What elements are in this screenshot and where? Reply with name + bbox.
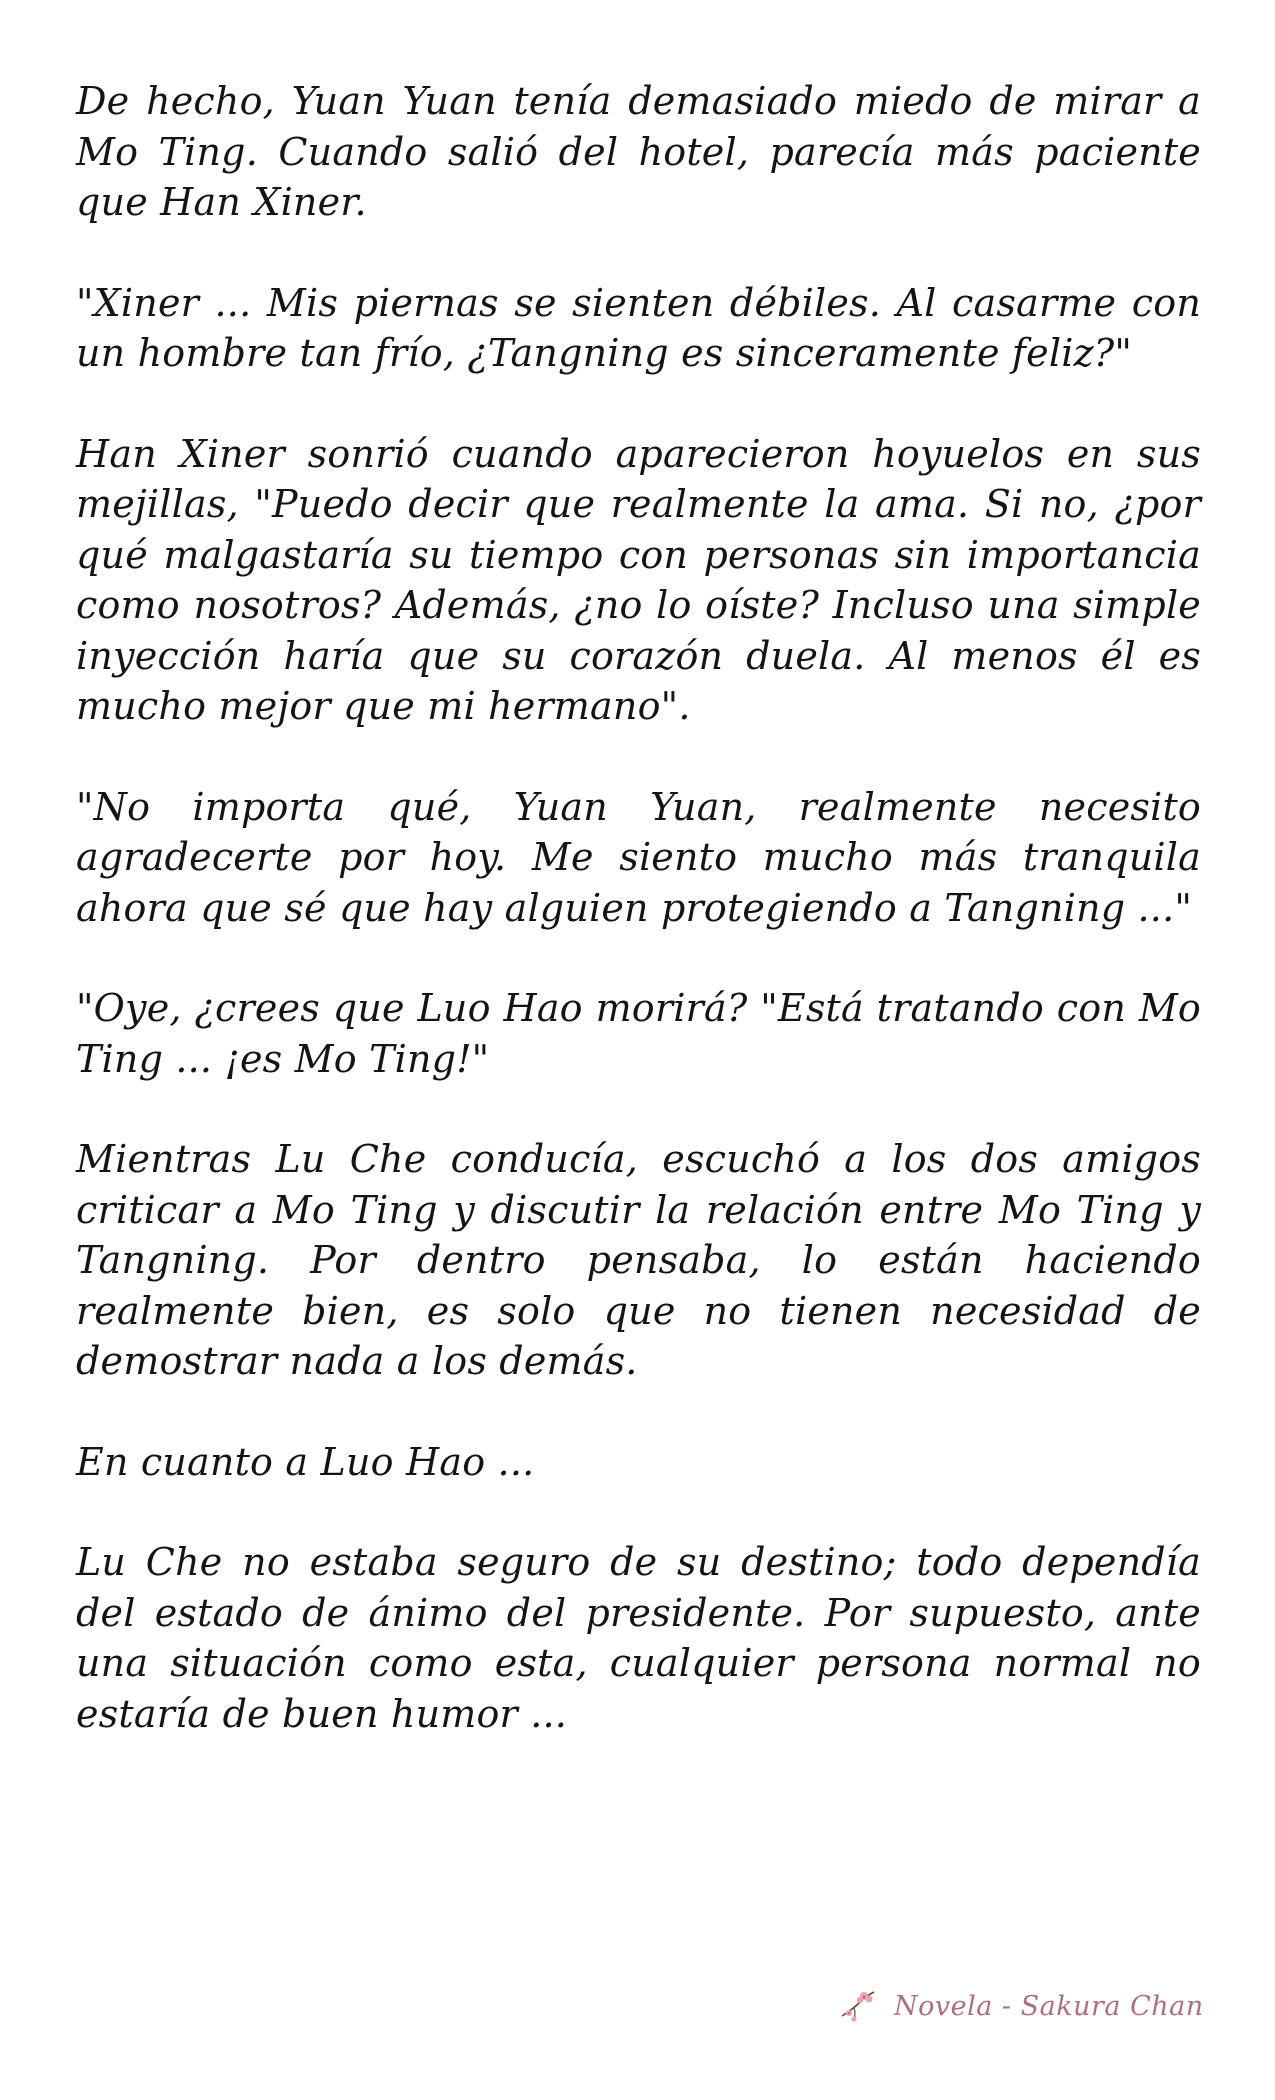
paragraph-6: Mientras Lu Che conducía, escuchó a los dos amigos criticar a Mo Ting y discutir la relación entre Mo Ting y Tangning. Por dentro pensaba, lo están haciendo realmente bien, es solo que no tienen necesidad de demostrar nada a los demás. bbox=[76, 1137, 1201, 1383]
paragraph-4: "No importa qué, Yuan Yuan, realmente necesito agradecerte por hoy. Me siento mucho más tranquila ahora que sé que hay alguien protegiendo a Tangning ..." bbox=[76, 784, 1201, 930]
paragraph-1: De hecho, Yuan Yuan tenía demasiado miedo de mirar a Mo Ting. Cuando salió del hotel, parecía más paciente que Han Xiner. bbox=[76, 79, 1201, 224]
document-body bbox=[76, 76, 1201, 1789]
paragraph-7: En cuanto a Luo Hao ... bbox=[76, 1439, 535, 1484]
paragraph-3: Han Xiner sonrió cuando aparecieron hoyuelos en sus mejillas, "Puedo decir que realmente la ama. Si no, ¿por qué malgastaría su tiempo con personas sin importancia como nosotros? Además, ¿no lo oíste? Incluso una simple inyección haría que su corazón duela. Al menos él es mucho mejor que mi hermano". bbox=[76, 431, 1201, 728]
watermark bbox=[838, 1984, 1218, 2028]
cherry-blossom-icon bbox=[838, 1986, 880, 2026]
watermark-text: Novela - Sakura Chan bbox=[894, 1990, 1204, 2022]
paragraph-8: Lu Che no estaba seguro de su destino; todo dependía del estado de ánimo del presidente. Por supuesto, ante una situación como esta, cualquier persona normal no estaría de buen humor ... bbox=[76, 1540, 1201, 1736]
paragraph-5: "Oye, ¿crees que Luo Hao morirá? "Está tratando con Mo Ting ... ¡es Mo Ting!" bbox=[76, 986, 1201, 1081]
paragraph-2: "Xiner ... Mis piernas se sienten débiles. Al casarme con un hombre tan frío, ¿Tangning es sinceramente feliz?" bbox=[76, 280, 1201, 375]
